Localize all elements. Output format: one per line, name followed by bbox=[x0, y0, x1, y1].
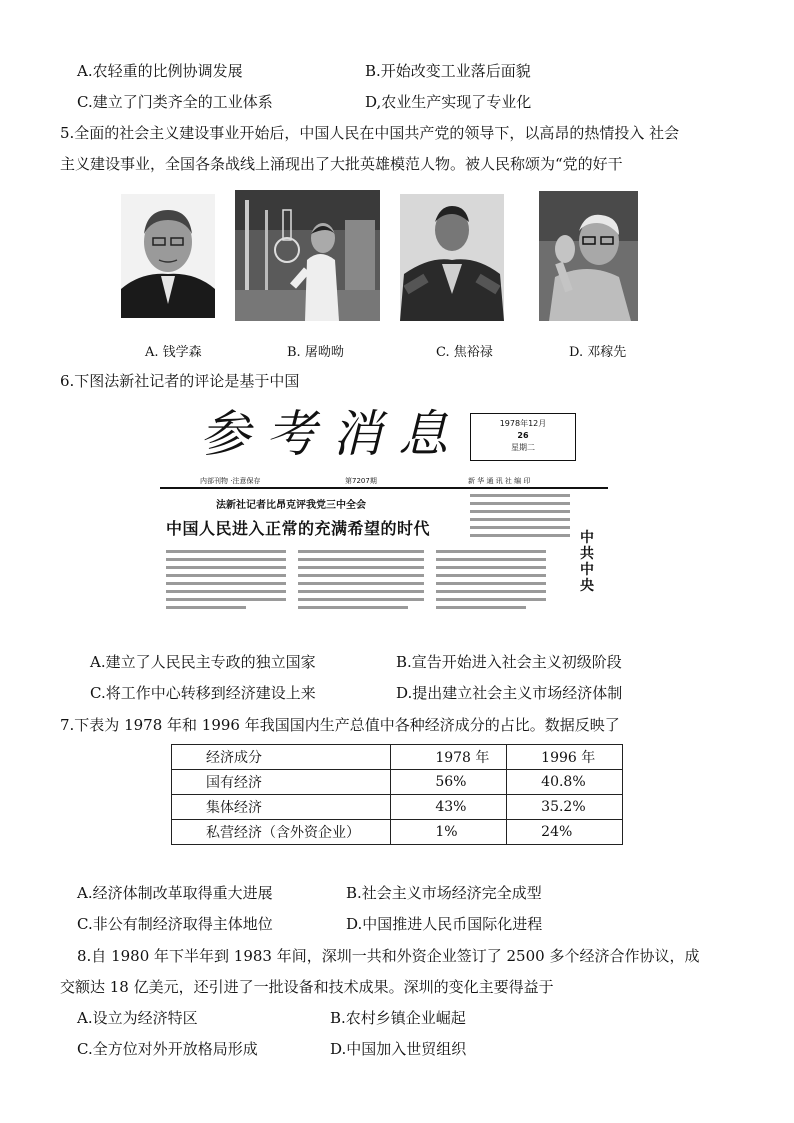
caption-d: D. 邓稼先 bbox=[569, 345, 627, 360]
q7-option-b: B.社会主义市场经济完全成型 bbox=[346, 884, 542, 902]
q4-option-d: D,农业生产实现了专业化 bbox=[365, 93, 532, 111]
newspaper-issue: 第7207期 bbox=[345, 477, 377, 485]
q8-option-b: B.农村乡镇企业崛起 bbox=[330, 1009, 466, 1027]
table-cell: 集体经济 bbox=[172, 795, 391, 820]
newspaper-clipping bbox=[160, 400, 608, 618]
table-cell: 国有经济 bbox=[172, 770, 391, 795]
q8-option-a: A.设立为经济特区 bbox=[77, 1009, 198, 1027]
table-header-row bbox=[172, 745, 623, 770]
q5-stem-line1: 5.全面的社会主义建设事业开始后，中国人民在中国共产党的领导下，以高昂的热情投入 社会 bbox=[60, 124, 680, 142]
table-cell: 1% bbox=[391, 820, 507, 845]
table-cell: 35.2% bbox=[507, 795, 623, 820]
newspaper-headline: 中国人民进入正常的充满希望的时代 bbox=[166, 519, 431, 538]
q8-option-d: D.中国加入世贸组织 bbox=[330, 1040, 467, 1058]
q8-stem-line1: 8.自 1980 年下半年到 1983 年间，深圳一共和外资企业签订了 2500 多个经济合作协议，成 bbox=[77, 947, 700, 965]
photo-jiao-yulu bbox=[400, 194, 504, 321]
newspaper-subline-left: 内部刊物 ·注意保存 bbox=[200, 477, 261, 485]
q8-option-c: C.全方位对外开放格局形成 bbox=[77, 1040, 258, 1058]
table-row bbox=[172, 795, 623, 820]
q4-option-b: B.开始改变工业落后面貌 bbox=[365, 62, 531, 80]
q6-option-a: A.建立了人民民主专政的独立国家 bbox=[90, 653, 316, 671]
q6-option-c: C.将工作中心转移到经济建设上来 bbox=[90, 684, 316, 702]
newspaper-right-column bbox=[470, 492, 574, 552]
q4-option-c: C.建立了门类齐全的工业体系 bbox=[77, 93, 273, 111]
newspaper-kicker: 法新社记者比昂克评我党三中全会 bbox=[216, 500, 366, 511]
table-cell: 43% bbox=[391, 795, 507, 820]
q7-option-c: C.非公有制经济取得主体地位 bbox=[77, 915, 273, 933]
newspaper-rule bbox=[160, 487, 608, 489]
table-cell: 24% bbox=[507, 820, 623, 845]
photo-qian-xuesen bbox=[121, 194, 215, 318]
caption-b: B. 屠呦呦 bbox=[287, 345, 344, 360]
table-cell: 40.8% bbox=[507, 770, 623, 795]
photo-deng-jiaxian bbox=[539, 191, 638, 321]
newspaper-masthead: 参考消息 bbox=[200, 405, 464, 463]
newspaper-day: 26 bbox=[517, 431, 529, 440]
q6-option-d: D.提出建立社会主义市场经济体制 bbox=[396, 684, 623, 702]
newspaper-date: 1978年12月 bbox=[499, 419, 547, 428]
photo-tu-youyou bbox=[235, 190, 380, 321]
table-header: 经济成分 bbox=[172, 745, 391, 770]
newspaper-subline-right: 新 华 通 讯 社 编 印 bbox=[468, 477, 531, 485]
table-row bbox=[172, 770, 623, 795]
newspaper-weekday: 星期二 bbox=[511, 443, 535, 452]
economy-table bbox=[171, 744, 623, 845]
q5-stem-line2: 主义建设事业，全国各条战线上涌现出了大批英雄模范人物。被人民称颂为“党的好干 bbox=[60, 155, 623, 173]
q7-option-a: A.经济体制改革取得重大进展 bbox=[77, 884, 273, 902]
q7-stem: 7.下表为 1978 年和 1996 年我国国内生产总值中各种经济成分的占比。数据反映了 bbox=[60, 716, 620, 734]
caption-c: C. 焦裕禄 bbox=[436, 345, 493, 360]
q6-option-b: B.宣告开始进入社会主义初级阶段 bbox=[396, 653, 622, 671]
newspaper-date-box bbox=[470, 413, 576, 461]
q7-option-d: D.中国推进人民币国际化进程 bbox=[346, 915, 543, 933]
q4-option-a: A.农轻重的比例协调发展 bbox=[77, 62, 243, 80]
table-header: 1996 年 bbox=[507, 745, 623, 770]
table-header: 1978 年 bbox=[391, 745, 507, 770]
q8-stem-line2: 交额达 18 亿美元，还引进了一批设备和技术成果。深圳的变化主要得益于 bbox=[60, 978, 554, 996]
table-cell: 私营经济（含外资企业） bbox=[172, 820, 391, 845]
table-row bbox=[172, 820, 623, 845]
caption-a: A. 钱学森 bbox=[145, 345, 202, 360]
newspaper-body-text bbox=[160, 546, 608, 618]
table-cell: 56% bbox=[391, 770, 507, 795]
newspaper-side-title: 中共中央 bbox=[580, 530, 594, 594]
q6-stem: 6.下图法新社记者的评论是基于中国 bbox=[60, 372, 300, 390]
